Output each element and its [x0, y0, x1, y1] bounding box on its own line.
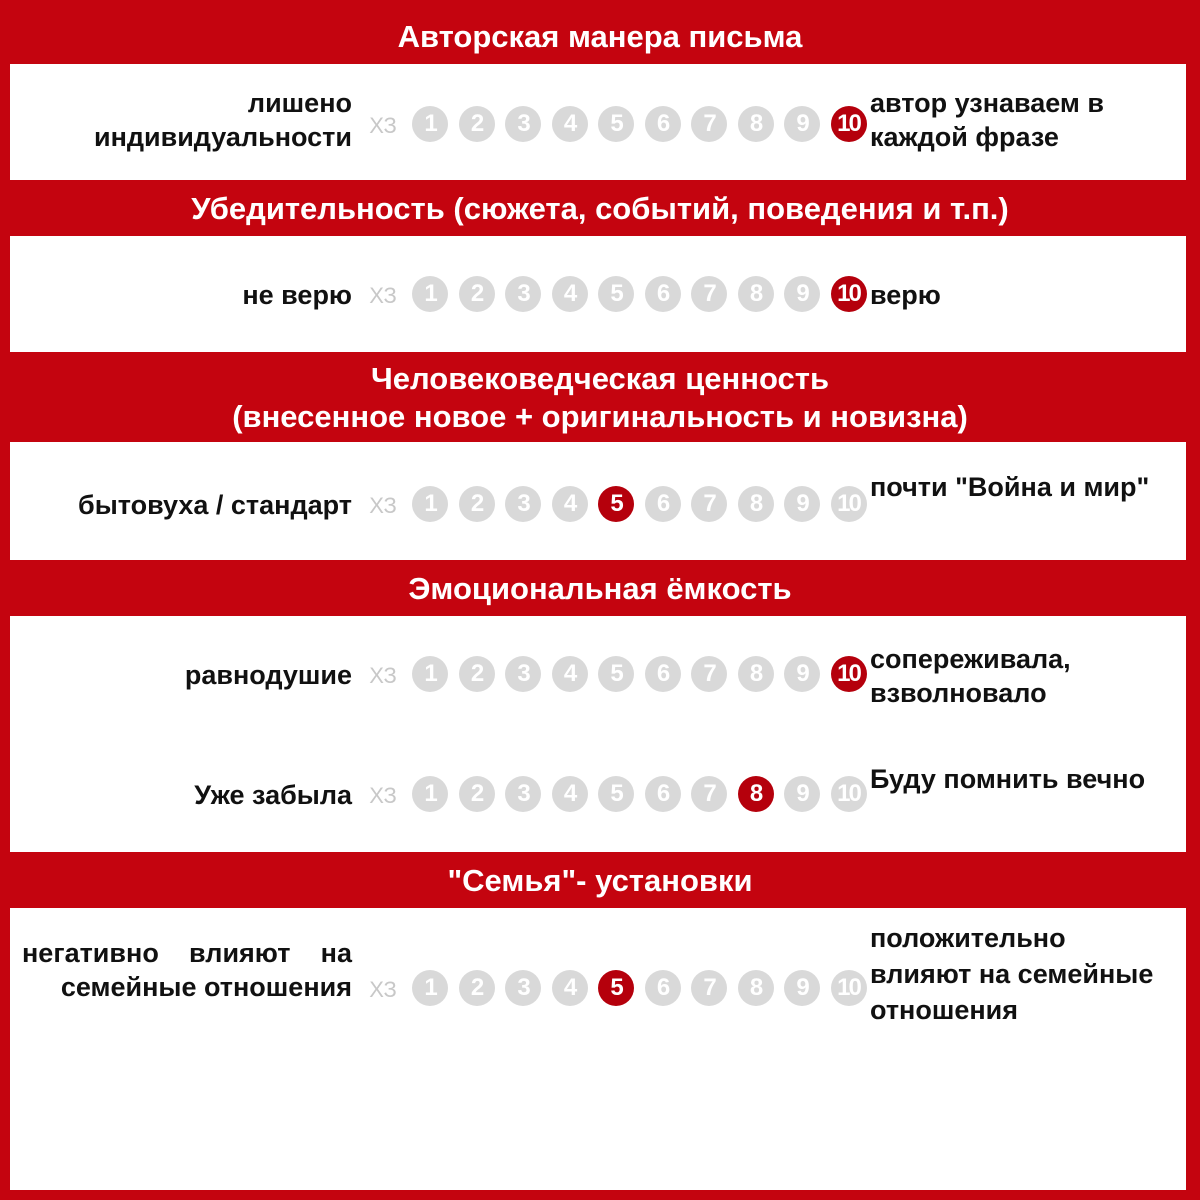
scale-dot-6: 6 [645, 776, 681, 812]
section-body-emotional-capacity [10, 616, 1186, 852]
rating-scale [366, 276, 868, 316]
scale-dot-2: 2 [459, 656, 495, 692]
scale-dot-10: 10 [831, 656, 867, 692]
scale-dot-2: 2 [459, 486, 495, 522]
scale-dot-10: 10 [831, 106, 867, 142]
scale-dot-2: 2 [459, 776, 495, 812]
scale-dot-4: 4 [552, 276, 588, 312]
scale-dot-9: 9 [784, 776, 820, 812]
scale-dot-9: 9 [784, 486, 820, 522]
scale-dot-6: 6 [645, 656, 681, 692]
scale-dot-5: 5 [598, 106, 634, 142]
scale-dot-9: 9 [784, 106, 820, 142]
criterion-high-label: почти "Война и мир" [870, 472, 1150, 502]
scale-dot-5: 5 [598, 276, 634, 312]
scale-dot-2: 2 [459, 970, 495, 1006]
section-body-persuasiveness [10, 236, 1186, 352]
scale-dot-6: 6 [645, 276, 681, 312]
scale-dot-3: 3 [505, 106, 541, 142]
scale-dot-4: 4 [552, 106, 588, 142]
scale-dot-6: 6 [645, 970, 681, 1006]
scale-dot-1: 1 [412, 970, 448, 1006]
criterion-high-label: положительно влияют на семейные отношения [870, 923, 1154, 1025]
scale-dot-5: 5 [598, 970, 634, 1006]
rating-scale [366, 106, 868, 146]
scale-dot-3: 3 [505, 656, 541, 692]
rating-scale [366, 776, 868, 816]
scale-xz-label: ХЗ [369, 283, 397, 308]
scale-dot-5: 5 [598, 486, 634, 522]
scale-xz-label: ХЗ [369, 113, 397, 138]
scale-dot-10: 10 [831, 276, 867, 312]
criterion-low-label: не верю [242, 280, 352, 310]
scale-dot-1: 1 [412, 276, 448, 312]
section-body-author-style [10, 64, 1186, 180]
criterion-low-label: бытовуха / стандарт [78, 490, 352, 520]
scale-dot-7: 7 [691, 776, 727, 812]
criterion-high-label: автор узнаваем в каждой фразе [870, 88, 1105, 152]
scale-dot-4: 4 [552, 776, 588, 812]
scale-dot-2: 2 [459, 276, 495, 312]
scale-dot-4: 4 [552, 486, 588, 522]
section-title: Убедительность (сюжета, событий, поведения и т.п.) [191, 191, 1009, 226]
scale-dot-3: 3 [505, 970, 541, 1006]
scale-dot-10: 10 [831, 776, 867, 812]
section-header-humanistic-value [10, 356, 1190, 440]
section-title: Авторская манера письма [397, 19, 803, 54]
scale-dot-10: 10 [831, 486, 867, 522]
section-title: Человековедческая ценность [370, 361, 830, 396]
criterion-high-label: верю [870, 280, 941, 310]
criterion-low-label: равнодушие [184, 660, 352, 690]
section-header-emotional-capacity [10, 564, 1190, 614]
rating-scale [366, 656, 868, 696]
scale-xz-label: ХЗ [369, 783, 397, 808]
scale-dot-5: 5 [598, 656, 634, 692]
scale-xz-label: ХЗ [369, 663, 397, 688]
scale-xz-label: ХЗ [369, 493, 397, 518]
criterion-high-label: Буду помнить вечно [870, 764, 1146, 794]
scale-dot-8: 8 [738, 276, 774, 312]
criterion-high-label: сопереживала, взволновало [870, 644, 1071, 708]
scale-dot-3: 3 [505, 276, 541, 312]
scale-dot-4: 4 [552, 656, 588, 692]
scale-dot-1: 1 [412, 776, 448, 812]
scale-dot-3: 3 [505, 486, 541, 522]
scale-dot-7: 7 [691, 970, 727, 1006]
scale-dot-9: 9 [784, 656, 820, 692]
scale-dot-7: 7 [691, 106, 727, 142]
scale-dot-9: 9 [784, 970, 820, 1006]
section-subtitle: (внесенное новое + оригинальность и новизна) [232, 399, 968, 434]
scale-dot-5: 5 [598, 776, 634, 812]
scale-dot-3: 3 [505, 776, 541, 812]
scale-dot-6: 6 [645, 486, 681, 522]
scale-dot-10: 10 [831, 970, 867, 1006]
section-body-humanistic-value [10, 442, 1186, 560]
section-header-persuasiveness [10, 184, 1190, 234]
scale-dot-4: 4 [552, 970, 588, 1006]
scale-dot-2: 2 [459, 106, 495, 142]
scale-dot-1: 1 [412, 486, 448, 522]
scale-dot-8: 8 [738, 970, 774, 1006]
section-title: "Семья"- установки [447, 863, 753, 898]
scale-dot-7: 7 [691, 276, 727, 312]
scale-dot-8: 8 [738, 106, 774, 142]
criterion-low-label: Уже забыла [194, 780, 352, 810]
section-body-family-attitudes [10, 908, 1186, 1190]
scale-dot-9: 9 [784, 276, 820, 312]
section-header-family-attitudes [10, 856, 1190, 906]
scale-dot-7: 7 [691, 486, 727, 522]
scale-dot-6: 6 [645, 106, 681, 142]
scale-xz-label: ХЗ [369, 977, 397, 1002]
scale-dot-8: 8 [738, 776, 774, 812]
rating-scale [366, 970, 868, 1010]
section-header-author-style [10, 12, 1190, 62]
rating-scale [366, 486, 868, 526]
scale-dot-1: 1 [412, 106, 448, 142]
scale-dot-8: 8 [738, 486, 774, 522]
scale-dot-7: 7 [691, 656, 727, 692]
scale-dot-1: 1 [412, 656, 448, 692]
scale-dot-8: 8 [738, 656, 774, 692]
section-title: Эмоциональная ёмкость [408, 571, 792, 606]
criterion-low-label: негативно влияют на семейные отношения [22, 938, 352, 1002]
criterion-low-label: лишено индивидуальности [93, 88, 352, 152]
